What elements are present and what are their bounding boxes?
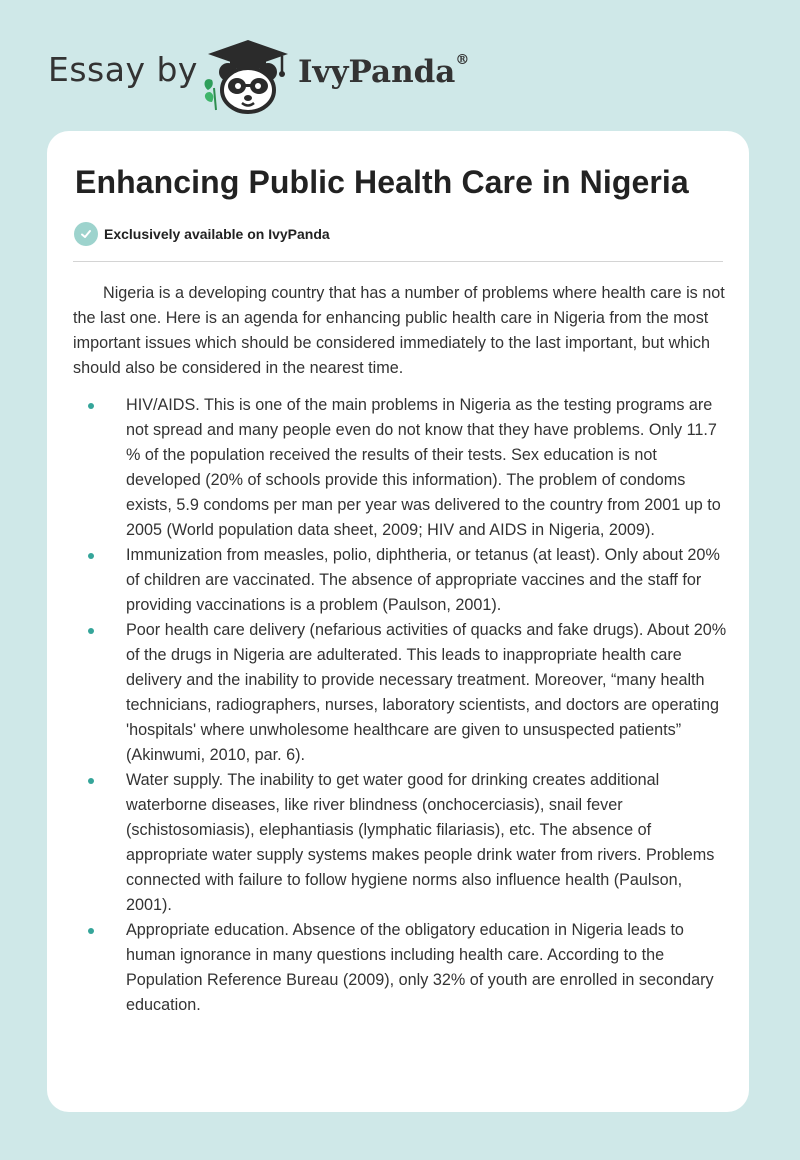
badge-label: Exclusively available on IvyPanda	[104, 226, 330, 242]
intro-paragraph: Nigeria is a developing country that has a number of problems where health care is not the last one. Here is an agenda for enhancing public health care in Nigeria from the most important issues which should be considered immediately to the last important, but which should also be considered in the nearest time.	[73, 284, 725, 377]
check-icon	[74, 222, 98, 246]
essay-card	[47, 131, 749, 1112]
list-item	[73, 768, 727, 918]
bullet-dot-icon	[88, 403, 94, 409]
essay-by-label: Essay by	[48, 50, 198, 89]
panda-graduate-icon[interactable]	[200, 36, 295, 114]
list-item	[73, 918, 727, 1018]
registered-mark: ®	[455, 52, 470, 68]
list-item-text: Poor health care delivery (nefarious activities of quacks and fake drugs). About 20% of the drugs in Nigeria are adulterated. This leads to inappropriate health care delivery and the inability to provide necessary treatment. Moreover, “many health technicians, radiographers, nurses, laboratory scientists, and doctors are operating 'hospitals' where unwholesome healthcare are given to unsuspected patients” (Akinwumi, 2010, par. 6).	[126, 621, 727, 764]
list-item	[73, 543, 727, 618]
bullet-dot-icon	[88, 778, 94, 784]
list-item-text: Immunization from measles, polio, diphtheria, or tetanus (at least). Only about 20% of children are vaccinated. The absence of appropriate vaccines and the staff for providing vaccinations is a problem (Paulson, 2001).	[126, 546, 720, 614]
list-item-text: HIV/AIDS. This is one of the main problems in Nigeria as the testing programs are not spread and many people even do not know that they have problems. Only 11.7 % of the population received the results of their tests. Sex education is not developed (20% of schools provide this information). The problem of condoms exists, 5.9 condoms per man per year was delivered to the country from 2001 up to 2005 (World population data sheet, 2009; HIV and AIDS in Nigeria, 2009).	[126, 396, 721, 539]
bullet-dot-icon	[88, 928, 94, 934]
page-title: Enhancing Public Health Care in Nigeria	[75, 164, 689, 200]
list-item	[73, 393, 727, 543]
list-item	[73, 618, 727, 768]
brand-name[interactable]	[298, 54, 469, 90]
list-item-text: Water supply. The inability to get water good for drinking creates additional waterborne diseases, like river blindness (onchocerciasis), snail fever (schistosomiasis), elephantiasis (lymphatic filariasis), etc. The absence of appropriate water supply systems makes people drink water from rivers. Problems connected with failure to follow hygiene norms also influence health (Paulson, 2001).	[126, 771, 715, 914]
agenda-list	[73, 393, 727, 1018]
exclusive-badge	[74, 222, 330, 246]
brand-text: IvyPanda	[298, 54, 456, 90]
divider	[73, 261, 723, 262]
list-item-text: Appropriate education. Absence of the obligatory education in Nigeria leads to human ignorance in many questions including health care. According to the Population Reference Bureau (2009), only 32% of youth are enrolled in secondary education.	[126, 921, 714, 1014]
bullet-dot-icon	[88, 553, 94, 559]
bullet-dot-icon	[88, 628, 94, 634]
site-header	[0, 0, 800, 130]
